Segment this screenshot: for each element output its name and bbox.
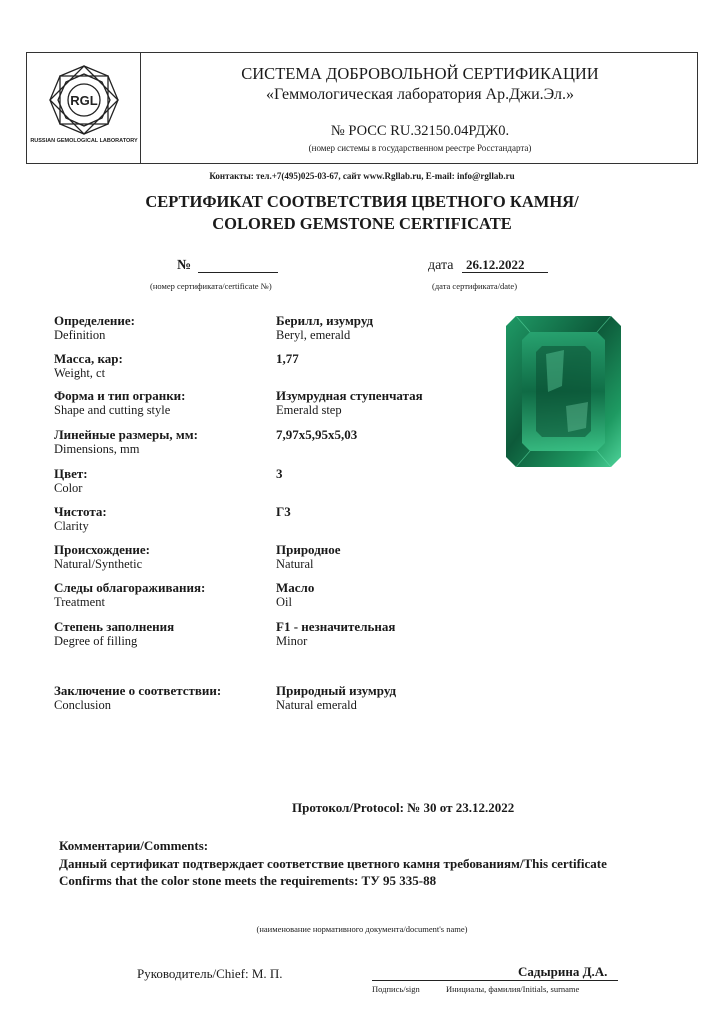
registration-number: № РОСС RU.32150.04РДЖ0. xyxy=(330,123,510,139)
property-value: Г3 xyxy=(276,504,291,519)
certificate-number-note: (номер сертификата/certificate №) xyxy=(150,281,272,291)
date-note: (дата сертификата/date) xyxy=(432,281,518,291)
property-label: Степень заполнения Degree of filling xyxy=(54,619,175,648)
emerald-gem-image xyxy=(506,316,621,467)
date-label: дата xyxy=(428,258,454,273)
property-value: Природное Natural xyxy=(276,542,341,571)
property-label: Цвет: Color xyxy=(54,466,88,495)
contacts-line: Контакты: тел.+7(495)025-03-67, сайт www.Rgllab.ru, E-mail: info@rgllab.ru xyxy=(209,171,515,181)
system-subtitle: «Геммологическая лаборатория Ар.Джи.Эл.» xyxy=(266,86,574,103)
comments-label: Комментарии/Comments: xyxy=(59,838,209,853)
date-value: 26.12.2022 xyxy=(466,257,525,272)
sign-note: Подпись/sign xyxy=(372,984,420,994)
header-divider xyxy=(140,52,141,164)
initials-note: Инициалы, фамилия/Initials, surname xyxy=(446,984,580,994)
conclusion-value: Природный изумруд Natural emerald xyxy=(276,683,397,712)
logo-caption: RUSSIAN GEMOLOGICAL LABORATORY xyxy=(30,138,138,144)
property-value: 1,77 xyxy=(276,351,299,366)
certificate-title xyxy=(26,191,698,235)
property-value: 7,97x5,95x5,03 xyxy=(276,427,358,442)
comments-text xyxy=(59,855,607,889)
comments-line-2: Confirms that the color stone meets the requirements: ТУ 95 335-88 xyxy=(59,873,437,888)
conclusion-label: Заключение о соответствии: Conclusion xyxy=(54,683,222,712)
date-line xyxy=(462,272,548,273)
property-value: Изумрудная ступенчатая Emerald step xyxy=(276,388,423,417)
certificate-title-ru: СЕРТИФИКАТ СООТВЕТСТВИЯ ЦВЕТНОГО КАМНЯ/ xyxy=(145,192,579,211)
svg-text:RGL: RGL xyxy=(70,93,98,108)
property-label: Следы облагораживания: Treatment xyxy=(54,580,206,609)
property-label: Форма и тип огранки: Shape and cutting style xyxy=(54,388,186,417)
certificate-number-line xyxy=(198,272,278,273)
property-value: 3 xyxy=(276,466,283,481)
property-value: Масло Oil xyxy=(276,580,315,609)
property-value: Берилл, изумруд Beryl, emerald xyxy=(276,313,374,342)
certificate-title-en: COLORED GEMSTONE CERTIFICATE xyxy=(212,214,512,233)
registration-note: (номер системы в государственном реестре Росстандарта) xyxy=(308,143,532,153)
signature-line xyxy=(372,980,618,981)
property-label: Линейные размеры, мм: Dimensions, mm xyxy=(54,427,198,456)
signer-name: Садырина Д.А. xyxy=(518,964,608,979)
document-name-note: (наименование нормативного документа/document's name) xyxy=(256,924,468,934)
property-label: Масса, кар: Weight, ct xyxy=(54,351,123,380)
property-label: Происхождение: Natural/Synthetic xyxy=(54,542,150,571)
comments-line-1: Данный сертификат подтверждает соответствие цветного камня требованиям/This certificate xyxy=(59,856,607,871)
certificate-number-label: № xyxy=(177,258,192,273)
chief-label: Руководитель/Chief: М. П. xyxy=(137,966,283,981)
property-value: F1 - незначительная Minor xyxy=(276,619,396,648)
protocol-line: Протокол/Protocol: № 30 от 23.12.2022 xyxy=(292,800,515,815)
property-label: Определение: Definition xyxy=(54,313,135,342)
property-label: Чистота: Clarity xyxy=(54,504,107,533)
system-title: СИСТЕМА ДОБРОВОЛЬНОЙ СЕРТИФИКАЦИИ xyxy=(241,64,599,83)
